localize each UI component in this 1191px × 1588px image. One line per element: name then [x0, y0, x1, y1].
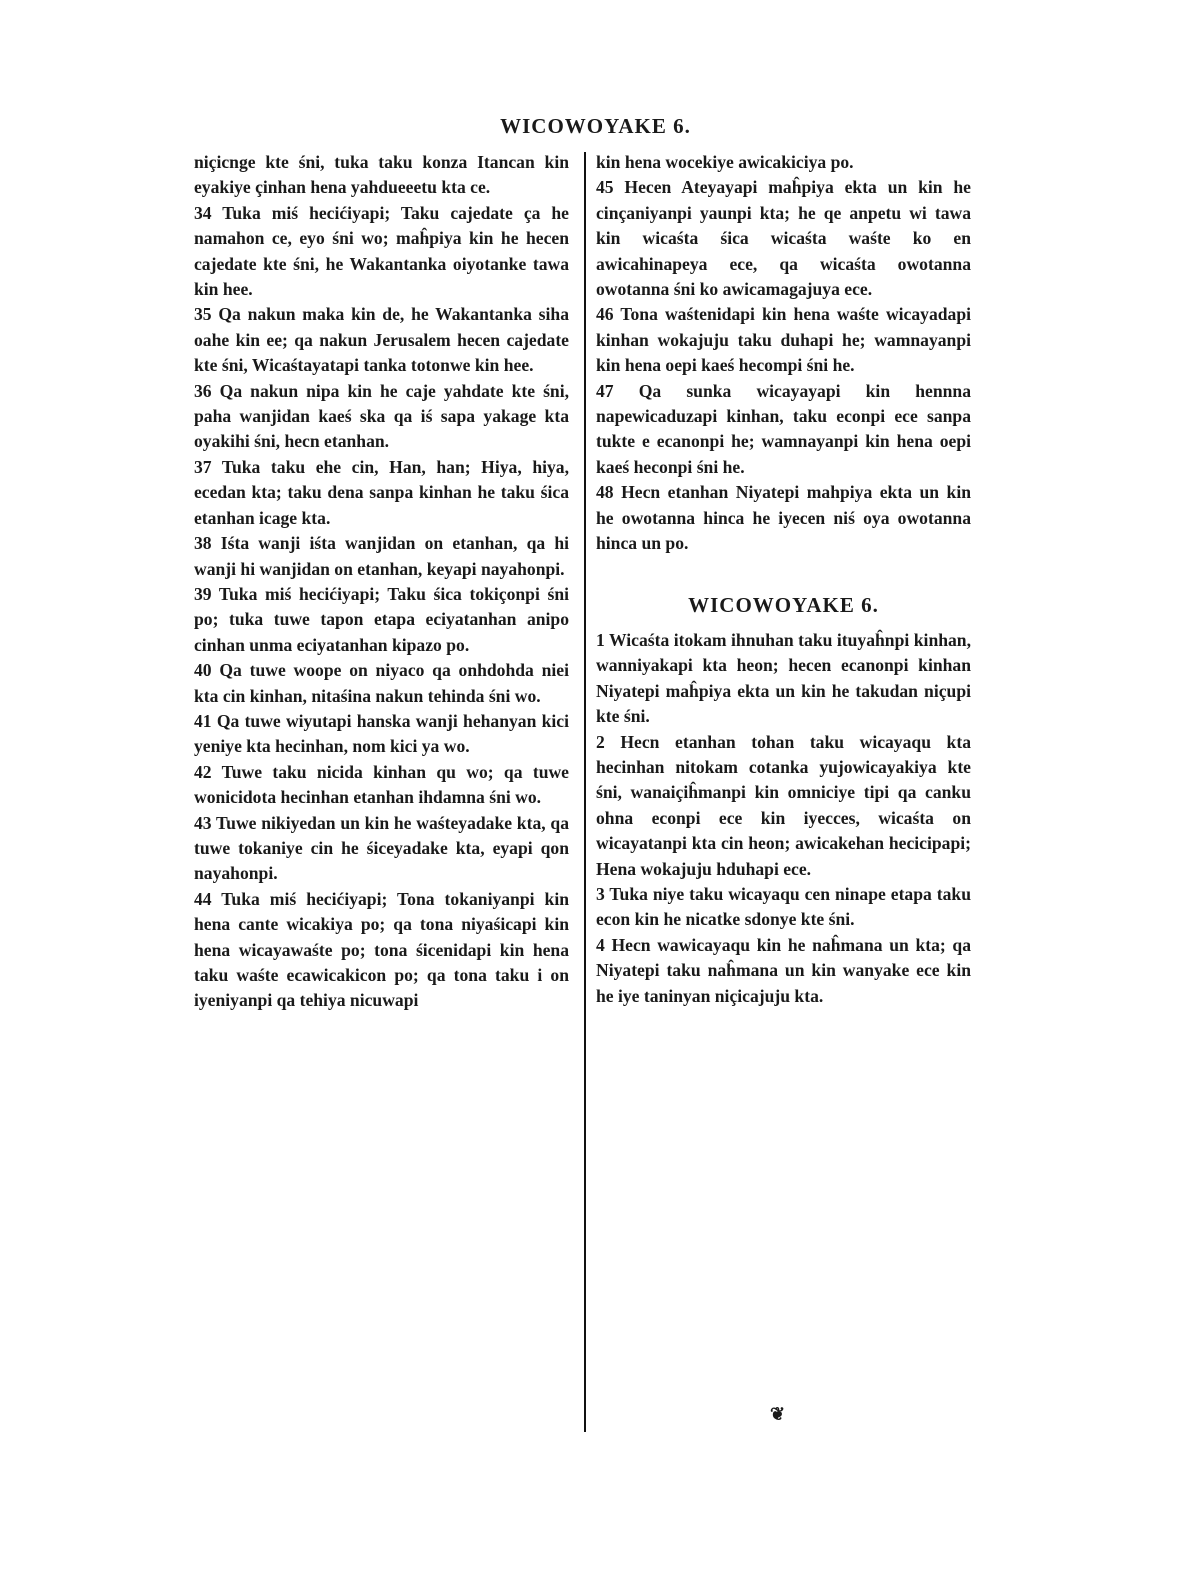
verse-paragraph: 43 Tuwe nikiyedan un kin he waśteyadake kta, qa tuwe tokaniye cin he śiceyadake kta, eyapi qon nayahonpi.: [194, 812, 569, 884]
verse-paragraph: 41 Qa tuwe wiyutapi hanska wanji hehanyan kici yeniye kta hecinhan, nom kici ya wo.: [194, 710, 569, 757]
verse-paragraph: 44 Tuka miś hecićiyapi; Tona tokaniyanpi kin hena cante wicakiya po; qa tona niyaśicapi kin hena wicayawaśte po; tona śicenidapi kin hena taku waśte ecawicakicon po; qa tona taku i on iyeniyanpi qa tehiya nicuwapi: [194, 888, 569, 1011]
verse-paragraph: 39 Tuka miś hecićiyapi; Taku śica tokiçonpi śni po; tuka tuwe tapon etapa eciyatanhan anipo cinhan unma eciyatanhan kipazo po.: [194, 583, 569, 655]
verse-paragraph: 42 Tuwe taku nicida kinhan qu wo; qa tuwe wonicidota hecinhan etanhan ihdamna śni wo.: [194, 761, 569, 808]
verse-paragraph: 40 Qa tuwe woope on niyaco qa onhdohda niei kta cin kinhan, nitaśina nakun tehinda śni wo.: [194, 660, 569, 706]
verse-paragraph: 47 Qa sunka wicayayapi kin hennna napewicaduzapi kinhan, taku econpi ece sanpa tukte e ecanonpi he; wamnayanpi kin hena oepi kaeś heconpi śni he.: [596, 380, 971, 477]
page-header-title: WICOWOYAKE 6.: [500, 114, 691, 138]
verse-paragraph: 45 Hecen Ateyayapi maĥpiya ekta un kin he cinçaniyanpi yaunpi kta; he qe anpetu wi tawa kin wicaśta śica wicaśta waśte ko en awicahinapeya ece, qa wicaśta owotanna owotanna śni ko awicamagajuya ece.: [596, 177, 971, 300]
verse-paragraph: 3 Tuka niye taku wicayaqu cen ninape etapa taku econ kin he nicatke sdonye kte śni.: [596, 883, 971, 930]
verse-paragraph: 35 Qa nakun maka kin de, he Wakantanka siha oahe kin ee; qa nakun Jerusalem hecen cajedate kte śni, Wicaśtayatapi tanka totonwe kin hee.: [194, 304, 569, 376]
verse-paragraph: 4 Hecn wawicayaqu kin he naĥmana un kta; qa Niyatepi taku naĥmana un kin wanyake ece kin he iye taninyan niçicajuju kta.: [596, 934, 971, 1006]
verse-paragraph: 37 Tuka taku ehe cin, Han, han; Hiya, hiya, ecedan kta; taku dena sanpa kinhan he taku śica etanhan icage kta.: [194, 456, 569, 528]
ornament-mark: ❦: [770, 1404, 786, 1424]
verse-paragraph: 1 Wicaśta itokam ihnuhan taku ituyaĥnpi kinhan, wanniyakapi kta heon; hecen ecanonpi kinhan Niyatepi maĥpiya ekta un kin he takudan niçupi kte śni.: [596, 629, 971, 727]
verse-paragraph: 38 Iśta wanji iśta wanjidan on etanhan, qa hi wanji hi wanjidan on etanhan, keyapi nayahonpi.: [194, 533, 569, 579]
verse-paragraph: kin hena wocekiye awicakiciya po.: [596, 152, 854, 172]
verse-paragraph: 2 Hecn etanhan tohan taku wicayaqu kta hecinhan nitokam cotanka yujowicayakiya kte śni, wanaiçiĥmanpi kin omniciye tipi qa canku ohna econpi ece kin iyecces, wicaśta on wicayatanpi kta cin heon; awicakehan hecicipapi; Hena wokajuju hduhapi ece.: [596, 731, 971, 879]
verse-paragraph: 36 Qa nakun nipa kin he caje yahdate kte śni, paha wanjidan kaeś ska qa iś sapa yakage kta oyakihi śni, hecn etanhan.: [194, 380, 569, 452]
left-column: [194, 150, 569, 1014]
verse-paragraph: 46 Tona waśtenidapi kin hena waśte wicayadapi kinhan wokajuju taku duhapi he; wamnayanpi kin hena oepi kaeś hecompi śni he.: [596, 304, 971, 376]
section-title: WICOWOYAKE 6.: [688, 592, 879, 617]
verse-paragraph: 34 Tuka miś hecićiyapi; Taku cajedate ça he namahon ce, eyo śni wo; maĥpiya kin he hecen cajedate kte śni, he Wakantanka oiyotanke tawa kin hee.: [194, 202, 569, 300]
right-column: [596, 150, 971, 1009]
column-divider: [584, 152, 586, 1432]
verse-paragraph: 48 Hecn etanhan Niyatepi mahpiya ekta un kin he owotanna hinca he iyecen niś oya owotanna hinca un po.: [596, 482, 971, 554]
verse-paragraph: niçicnge kte śni, tuka taku konza Itancan kin eyakiye çinhan hena yahdueeetu kta ce.: [194, 152, 569, 198]
